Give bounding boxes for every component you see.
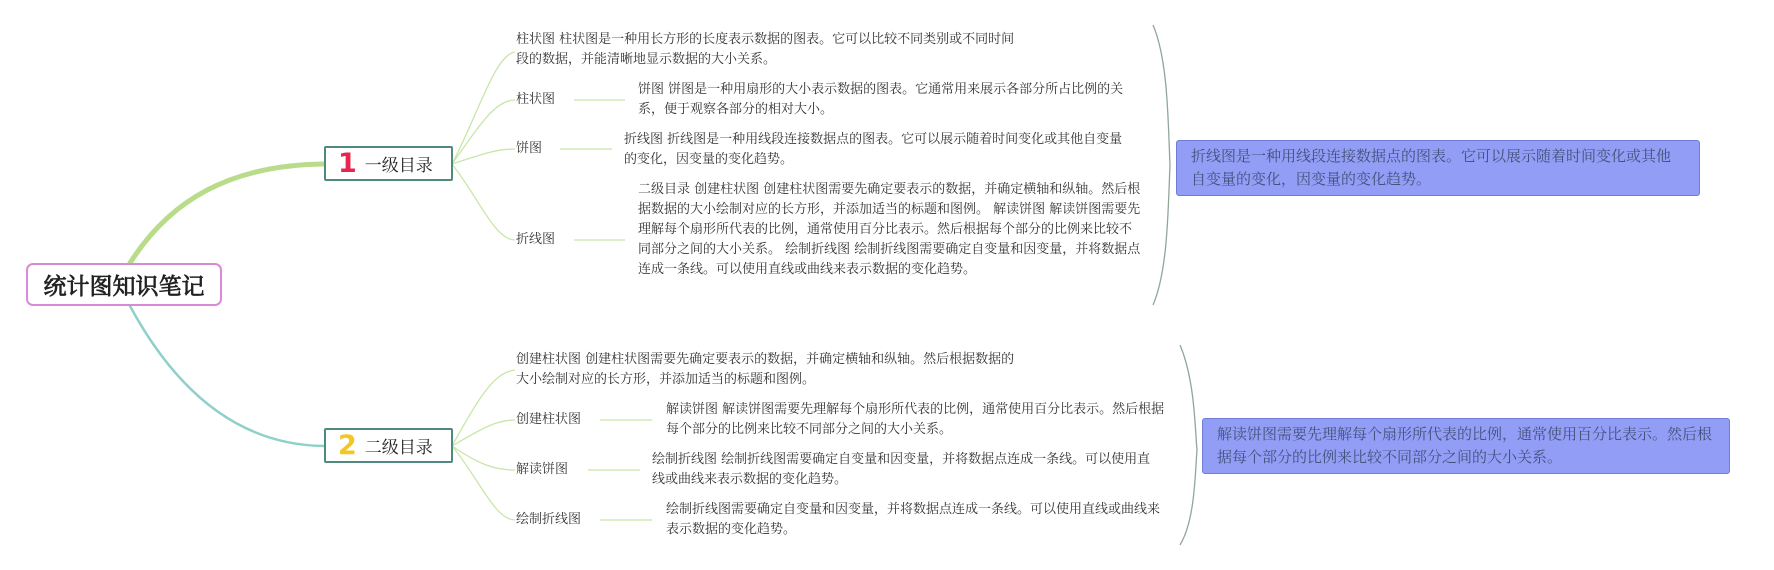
root-label: 统计图知识笔记 bbox=[43, 274, 205, 300]
branch2-item-3-label[interactable]: 绘制折线图 bbox=[516, 512, 582, 527]
l1-to-intro-line bbox=[452, 52, 515, 164]
branch2-item-2-label[interactable]: 解读饼图 bbox=[516, 462, 569, 477]
level1-number-2: 2 bbox=[338, 430, 357, 461]
level1-number-1: 1 bbox=[338, 148, 357, 179]
branch2-item-2-text[interactable]: 绘制折线图 绘制折线图需要确定自变量和因变量，并将数据点连成一条线。可以使用直线或曲线来表示数据的变化趋势。 bbox=[652, 452, 1151, 487]
l2-to-item3-line bbox=[452, 446, 515, 520]
branch2-item-3-text[interactable]: 绘制折线图需要确定自变量和因变量，并将数据点连成一条线。可以使用直线或曲线来表示数据的变化趋势。 bbox=[666, 502, 1161, 537]
branch1-item-3-label[interactable]: 折线图 bbox=[516, 232, 556, 247]
level1-label-1: 一级目录 bbox=[364, 156, 433, 176]
root-node[interactable] bbox=[26, 263, 222, 306]
branch1-intro-text[interactable]: 柱状图 柱状图是一种用长方形的长度表示数据的图表。它可以比较不同类别或不同时间段的数据，并能清晰地显示数据的大小关系。 bbox=[516, 32, 1015, 67]
branch1-summary[interactable]: 折线图是一种用线段连接数据点的图表。它可以展示随着时间变化或其他自变量的变化，因变量的变化趋势。 bbox=[1176, 140, 1700, 196]
l2-to-item1-line bbox=[452, 420, 515, 446]
branch2-summary[interactable]: 解读饼图需要先理解每个扇形所代表的比例，通常使用百分比表示。然后根据每个部分的比例来比较不同部分之间的大小关系。 bbox=[1202, 418, 1730, 474]
summary-bracket-1 bbox=[1153, 25, 1170, 305]
root-to-level1-1-line bbox=[130, 164, 324, 263]
branch1-item-2-label[interactable]: 饼图 bbox=[516, 141, 543, 156]
root-to-level1-2-line bbox=[130, 306, 324, 446]
level1-label-2: 二级目录 bbox=[364, 438, 433, 458]
l1-to-item3-line bbox=[452, 164, 515, 240]
l2-to-intro-line bbox=[452, 370, 515, 446]
l2-to-item2-line bbox=[452, 446, 515, 470]
branch1-item-1-label[interactable]: 柱状图 bbox=[516, 92, 556, 107]
level1-node-1[interactable] bbox=[324, 146, 453, 181]
branch2-intro-text[interactable]: 创建柱状图 创建柱状图需要先确定要表示的数据，并确定横轴和纵轴。然后根据数据的大小绘制对应的长方形，并添加适当的标题和图例。 bbox=[516, 352, 1015, 387]
branch2-item-1-text[interactable]: 解读饼图 解读饼图需要先理解每个扇形所代表的比例，通常使用百分比表示。然后根据每个部分的比例来比较不同部分之间的大小关系。 bbox=[666, 402, 1165, 437]
branch1-item-2-text[interactable]: 折线图 折线图是一种用线段连接数据点的图表。它可以展示随着时间变化或其他自变量的变化，因变量的变化趋势。 bbox=[624, 132, 1123, 167]
summary-bracket-2 bbox=[1180, 345, 1197, 545]
l1-to-item1-line bbox=[452, 100, 515, 164]
branch1-item-1-text[interactable]: 饼图 饼图是一种用扇形的大小表示数据的图表。它通常用来展示各部分所占比例的关系，便于观察各部分的相对大小。 bbox=[638, 82, 1124, 117]
level1-node-2[interactable] bbox=[324, 428, 453, 463]
branch2-item-1-label[interactable]: 创建柱状图 bbox=[516, 412, 582, 427]
l1-to-item2-line bbox=[452, 149, 515, 164]
branch1-item-3-text[interactable]: 二级目录 创建柱状图 创建柱状图需要先确定要表示的数据，并确定横轴和纵轴。然后根据数据的大小绘制对应的长方形，并添加适当的标题和图例。 解读饼图 解读饼图需要先理解每个扇形所代表的比例，通常使用百分比表示。然后根据每个部分的比例来比较不同部分之间的大小关系。 绘制折线图 绘制折线图需要确定自变量和因变量，并将数据点连成一条线。可以使用直线或曲线来表示数据的变化趋势。 bbox=[638, 182, 1141, 277]
